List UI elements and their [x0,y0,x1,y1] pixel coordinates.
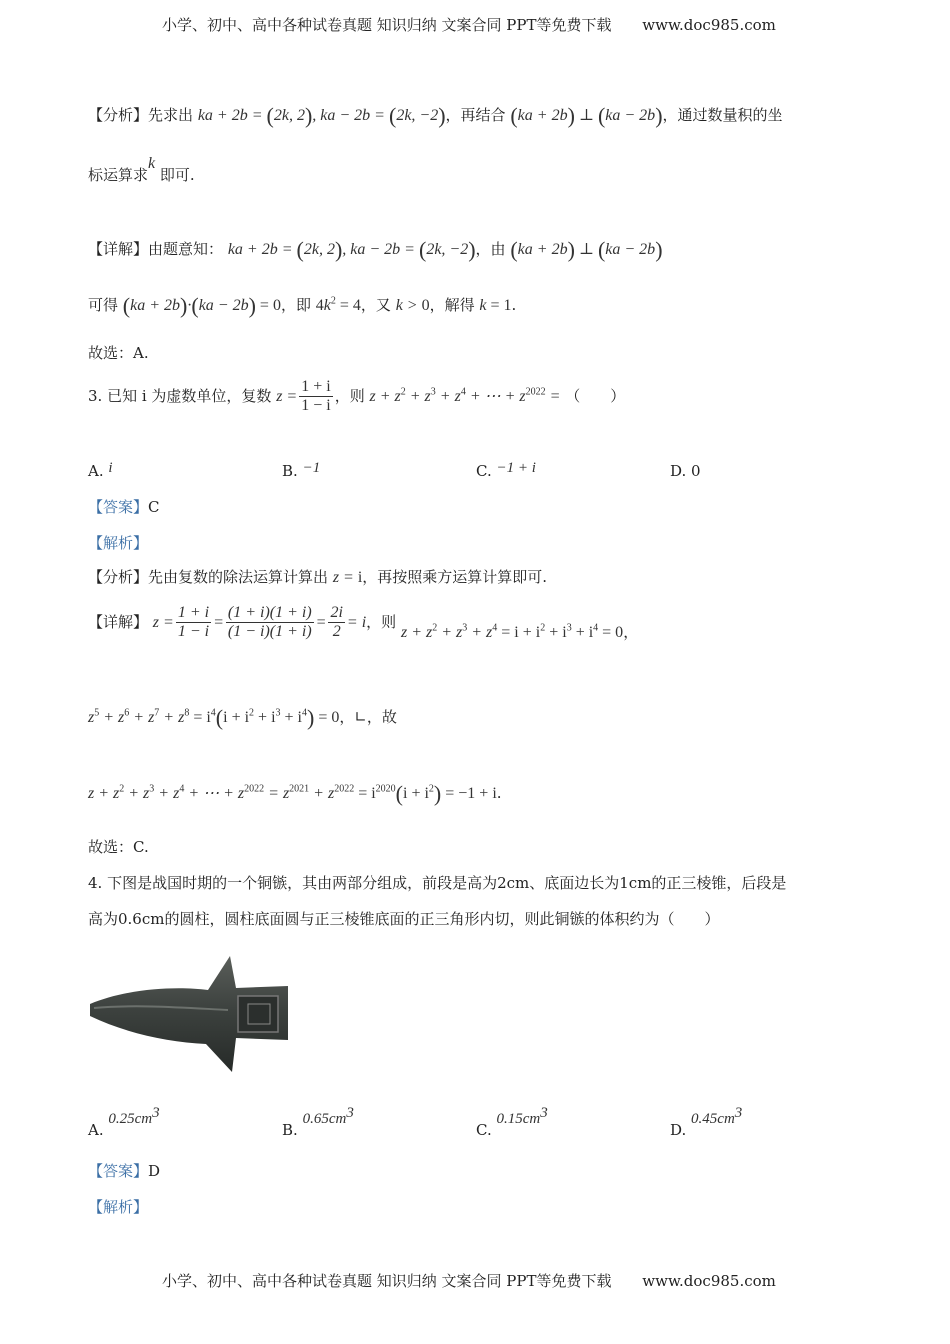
q4-explain-label: 【解析】 [88,1198,149,1216]
q3-option-b[interactable]: B. −1 [282,460,321,480]
page-header [162,14,776,35]
math-perp: (ka + 2b) ⊥ (ka − 2b) [510,103,663,128]
header-text: 小学、初中、高中各种试卷真题 知识归纳 文案合同 PPT等免费下载 [162,16,612,34]
q2-analysis-label: 【分析】 [88,106,149,124]
q3-detail-line2: $z^5 + z^6 + z^7 + z^8 = i^4(i + i^2 + i^3 + i^4) = 0$，∟，故 [88,705,397,730]
math-vectors: ka + 2b = (2k, 2), ka − 2b = (2k, −2) [197,103,446,128]
q3-explain-label: 【解析】 [88,534,149,552]
q3-option-d[interactable]: D. 0 [670,462,701,480]
header-site: www.doc985.com [642,16,776,34]
q3-option-a[interactable]: A. i [88,460,113,480]
q4-option-c[interactable]: C. $0.15cm^3$ [476,1105,548,1139]
footer-site: www.doc985.com [642,1272,776,1290]
q3-detail-line3: $z + z^2 + z^3 + z^4$ + ⋯ + $z^{2022} = z^{2021} + z^{2022} = i^{2020}(i + i^2) = -1 + i$. [88,781,502,806]
q3-option-c[interactable]: C. −1 + i [476,460,536,480]
q4-option-d[interactable]: D. $0.45cm^3$ [670,1105,743,1139]
q3-stem: 3. 已知 i 为虚数单位，复数 z = $\frac{1 + i}{1 - i}$ ，则 $z + z^2 + z^3 + z^4$ + ⋯ + $z^{2022}$ = （ ） [88,378,626,415]
q4-stem-line2: 高为0.6cm的圆柱，圆柱底面圆与正三棱锥底面的正三角形内切，则此铜镞的体积约为（ ） [88,910,720,928]
footer-text: 小学、初中、高中各种试卷真题 知识归纳 文案合同 PPT等免费下载 [162,1272,612,1290]
q4-option-a[interactable]: A. $0.25cm^3$ [88,1105,160,1139]
q2-detail-line1: 【详解】由题意知： ka + 2b = (2k, 2), ka − 2b = (2k, −2)，由 (ka + 2b) ⊥ (ka − 2b) [88,237,663,262]
q3-choice: 故选：C. [88,838,149,856]
bronze-arrowhead-image [88,952,293,1076]
q3-detail-line1: 【详解】 z = $\frac{1 + i}{1 - i}$ = $\frac{(1 + i)(1 + i)}{(1 - i)(1 + i)}$ = $\frac{2i}{2}$ = i，则 $z + z^2 + z^3 + z^4 = i + i^2 + i^3 + i^4 = 0$， [88,604,639,641]
q4-answer: 【答案】D [88,1162,161,1180]
q3-analysis: 【分析】先由复数的除法运算计算出 z = i，再按照乘方运算计算即可. [88,568,548,586]
q3-answer: 【答案】C [88,498,160,516]
q4-option-b[interactable]: B. $0.65cm^3$ [282,1105,354,1139]
q2-detail-label: 【详解】 [88,240,149,258]
page-footer [162,1270,776,1291]
q2-analysis-line2: 标运算求k 即可. [88,155,195,184]
q2-analysis-line1: 【分析】先求出 ka + 2b = (2k, 2), ka − 2b = (2k, −2)，再结合 (ka + 2b) ⊥ (ka − 2b)，通过数量积的坐 [88,103,783,128]
q2-detail-line2: 可得 (ka + 2b)·(ka − 2b) = 0，即 $4k^2 = 4$，又 k > 0，解得 k = 1. [88,293,517,318]
q2-choice: 故选：A. [88,344,149,362]
q4-stem-line1: 4. 下图是战国时期的一个铜镞，其由两部分组成，前段是高为2cm、底面边长为1cm的正三棱锥，后段是 [88,874,787,892]
